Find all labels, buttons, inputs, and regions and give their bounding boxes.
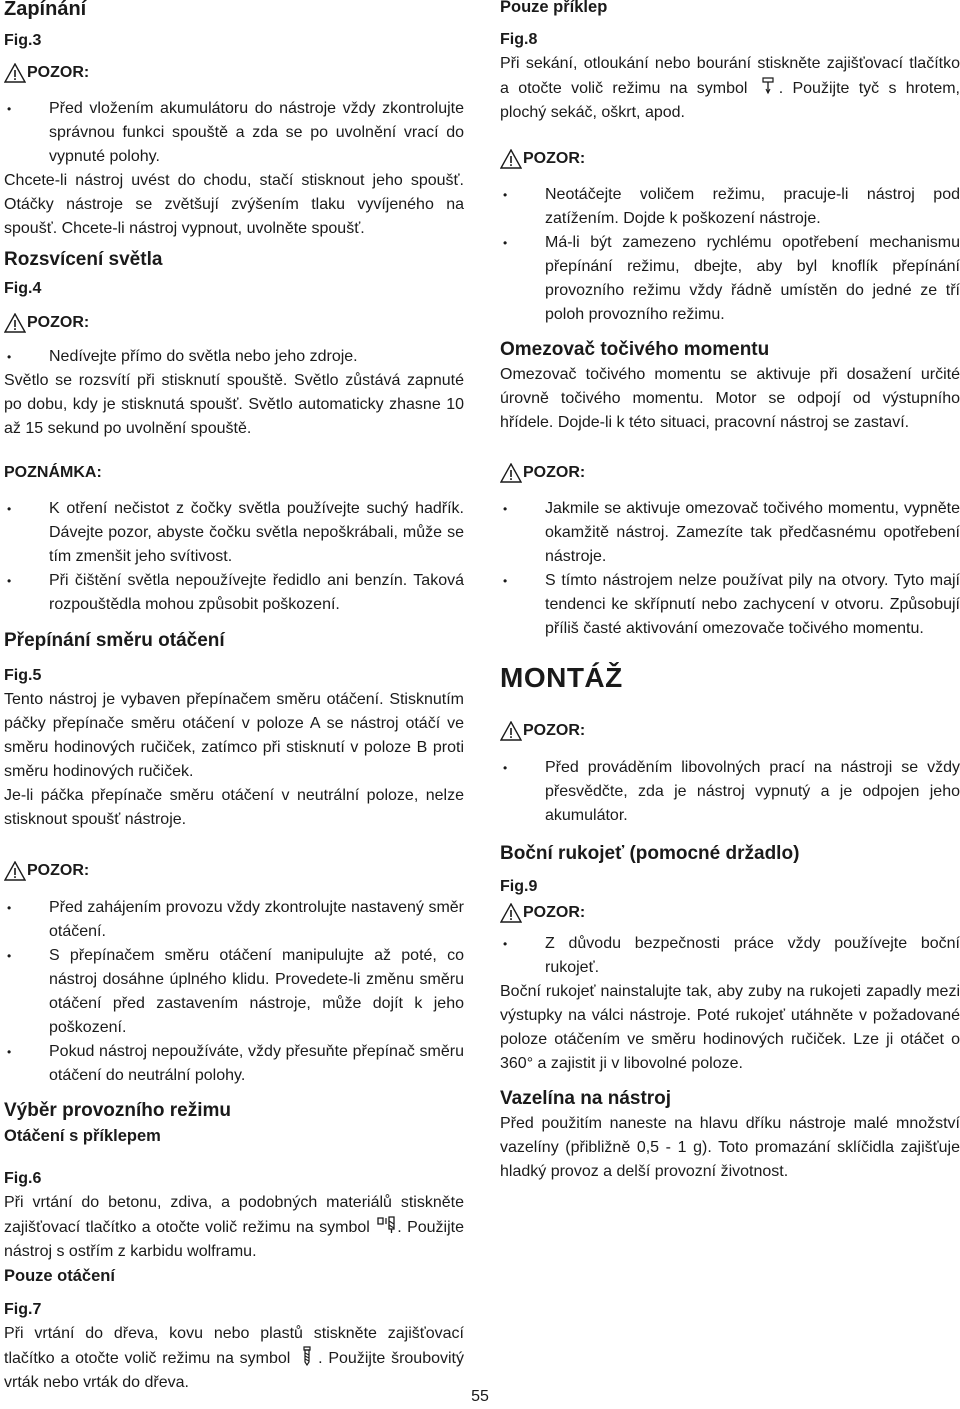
warning-heading xyxy=(4,61,464,85)
section-heading-prepinani: Přepínání směru otáčení xyxy=(4,630,225,651)
warning-label: POZOR: xyxy=(523,722,586,739)
paragraph-text: . Použijte nástroj s ostřím z karbidu wolframu. xyxy=(4,1219,465,1260)
warning-triangle-icon xyxy=(500,721,522,741)
paragraph: Před použitím naneste na hlavu dříku nástroje malé množství vazelíny (přibližně 0,5 - 1 g). Toto promazání sklíčidla zajišťuje hladký provoz a delší provozní životnost. xyxy=(500,1115,960,1180)
figure-ref-7: Fig.7 xyxy=(4,1301,42,1318)
subsection-heading-pouze-priklep: Pouze příklep xyxy=(500,0,608,16)
paragraph: Je-li páčka přepínače směru otáčení v neutrální poloze, nelze stisknout spoušť nástroje. xyxy=(4,787,464,828)
paragraph xyxy=(4,1322,464,1395)
paragraph-text: . Použijte šroubovitý vrták nebo vrták do dřeva. xyxy=(4,1350,464,1391)
hammer-drill-mode-icon xyxy=(375,1215,397,1235)
list-item: • Před prováděním libovolných prací na nástroji se vždy přesvědčte, zda je nástroj vypnutý a je odpojen jeho akumulátor. xyxy=(500,756,960,828)
list-item: • Z důvodu bezpečnosti práce vždy používejte boční rukojeť. xyxy=(500,932,960,980)
warning-heading xyxy=(4,311,464,335)
section-heading-zapinani: Zapínání xyxy=(4,0,87,20)
subsection-heading-pouze-otaceni: Pouze otáčení xyxy=(4,1267,115,1285)
list-item: • S tímto nástrojem nelze používat pily na otvory. Tyto mají tendenci ke skřípnutí nebo zachycení v otvoru. Způsobují příliš časté aktivování omezovače točivého momentu. xyxy=(500,569,960,641)
list-item: • S přepínačem směru otáčení manipulujte až poté, co nástroj dosáhne úplného klidu. Provedete-li změnu směru otáčení před zastavením nástroje, může dojít k jeho poškození. xyxy=(4,944,464,1040)
warning-label: POZOR: xyxy=(27,862,90,879)
figure-ref-6: Fig.6 xyxy=(4,1170,42,1187)
paragraph: Boční rukojeť nainstalujte tak, aby zuby na rukojeti zapadly mezi výstupky na válci nástroje. Poté rukojeť utáhněte v požadované poloze otáčením ve směru hodinových ručiček. Lze ji otáčet o 360° a zajistit ji v libovolné poloze. xyxy=(500,983,960,1072)
warning-triangle-icon xyxy=(4,63,26,83)
paragraph-text: Při sekání, otloukání nebo bourání stiskněte zajišťovací tlačítko a otočte volič režimu na symbol xyxy=(500,55,960,97)
bullet-list xyxy=(500,756,960,828)
bullet-list xyxy=(4,896,464,1088)
warning-triangle-icon xyxy=(500,903,522,923)
warning-label: POZOR: xyxy=(523,150,586,167)
list-item: • Neotáčejte voličem režimu, pracuje-li nástroj pod zatížením. Dojde k poškození nástroje. xyxy=(500,183,960,231)
warning-triangle-icon xyxy=(500,149,522,169)
list-item: • Pokud nástroj nepoužíváte, vždy přesuňte přepínač směru otáčení do neutrální polohy. xyxy=(4,1040,464,1088)
warning-heading xyxy=(4,859,464,883)
section-heading-montaz: MONTÁŽ xyxy=(500,662,623,693)
warning-heading xyxy=(500,901,960,925)
warning-heading xyxy=(500,719,960,743)
paragraph: Tento nástroj je vybaven přepínačem směru otáčení. Stisknutím páčky přepínače směru otáčení v poloze A se nástroj otáčí ve směru hodinových ručiček, zatímco při stisknutí v poloze B proti směru hodinových ručiček. xyxy=(4,691,464,780)
paragraph-text: Při vrtání do betonu, zdiva, a podobných materiálů stiskněte zajišťovací tlačítko a otočte volič režimu na symbol xyxy=(4,1194,464,1236)
list-item: • Před vložením akumulátoru do nástroje vždy zkontrolujte správnou funkci spouště a zda se po uvolnění vrací do vypnuté polohy. xyxy=(4,97,464,169)
figure-ref-3: Fig.3 xyxy=(4,32,42,49)
warning-triangle-icon xyxy=(4,313,26,333)
bullet-list xyxy=(500,932,960,980)
warning-label: POZOR: xyxy=(27,64,90,81)
figure-ref-8: Fig.8 xyxy=(500,31,538,48)
warning-label: POZOR: xyxy=(523,464,586,481)
hammer-only-mode-icon xyxy=(757,76,779,96)
bullet-list xyxy=(4,345,464,369)
drill-bit-mode-icon xyxy=(296,1346,318,1366)
paragraph: Chcete-li nástroj uvést do chodu, stačí stisknout jeho spoušť. Otáčky nástroje se zvětšují zvýšením tlaku vyvíjeného na spoušť. Chcete-li nástroj vypnout, uvolněte spoušť. xyxy=(4,172,464,237)
list-item: • Má-li být zamezeno rychlému opotřebení mechanismu přepínání režimu, dbejte, aby byl knoflík přepínání provozního režimu vždy řádně umístěn do jedné ze tří poloh provozního režimu. xyxy=(500,231,960,327)
bullet-list xyxy=(500,183,960,327)
subsection-heading-otaceni-s-priklepem: Otáčení s příklepem xyxy=(4,1127,161,1145)
paragraph-text: Při vrtání do dřeva, kovu nebo plastů stiskněte zajišťovací tlačítko a otočte volič režimu na symbol xyxy=(4,1325,464,1367)
note-heading: POZNÁMKA: xyxy=(4,464,102,481)
warning-triangle-icon xyxy=(4,861,26,881)
bullet-list xyxy=(4,97,464,169)
left-column xyxy=(4,0,464,1395)
section-heading-bocni-rukojet: Boční rukojeť (pomocné držadlo) xyxy=(500,843,800,864)
right-column xyxy=(500,0,960,1184)
figure-ref-5: Fig.5 xyxy=(4,667,42,684)
section-heading-vazelina: Vazelína na nástroj xyxy=(500,1088,672,1109)
paragraph: Omezovač točivého momentu se aktivuje při dosažení určité úrovně točivého momentu. Motor se odpojí od výstupního hřídele. Dojde-li k této situaci, pracovní nástroj se zastaví. xyxy=(500,366,960,431)
section-heading-omezovac: Omezovač točivého momentu xyxy=(500,339,770,360)
warning-heading xyxy=(500,461,960,485)
figure-ref-4: Fig.4 xyxy=(4,280,42,297)
section-heading-vyber: Výběr provozního režimu xyxy=(4,1100,231,1121)
list-item: • K otření nečistot z čočky světla používejte suchý hadřík. Dávejte pozor, abyste čočku světla nepoškrábali, může se tím zmenšit jeho svítivost. xyxy=(4,497,464,569)
list-item: • Jakmile se aktivuje omezovač točivého momentu, vypněte okamžitě nástroj. Zamezíte tak předčasnému opotřebení nástroje. xyxy=(500,497,960,569)
paragraph xyxy=(4,1191,464,1264)
page-number: 55 xyxy=(471,1388,489,1405)
warning-label: POZOR: xyxy=(523,904,586,921)
bullet-list xyxy=(500,497,960,641)
warning-heading xyxy=(500,147,960,171)
bullet-list xyxy=(4,497,464,617)
list-item: • Před zahájením provozu vždy zkontrolujte nastavený směr otáčení. xyxy=(4,896,464,944)
list-item: • Nedívejte přímo do světla nebo jeho zdroje. xyxy=(4,345,464,369)
paragraph xyxy=(500,52,960,125)
warning-triangle-icon xyxy=(500,463,522,483)
figure-ref-9: Fig.9 xyxy=(500,878,538,895)
warning-label: POZOR: xyxy=(27,314,90,331)
list-item: • Při čištění světla nepoužívejte ředidlo ani benzín. Taková rozpouštědla mohou způsobit poškození. xyxy=(4,569,464,617)
paragraph-text: . Použijte tyč s hrotem, plochý sekáč, oškrt, apod. xyxy=(500,80,960,121)
paragraph: Světlo se rozsvítí při stisknutí spouště. Světlo zůstává zapnuté po dobu, kdy je stisknutá spoušť. Světlo automaticky zhasne 10 až 15 sekund po uvolnění spouště. xyxy=(4,372,464,437)
section-heading-rozsviceni: Rozsvícení světla xyxy=(4,249,163,270)
